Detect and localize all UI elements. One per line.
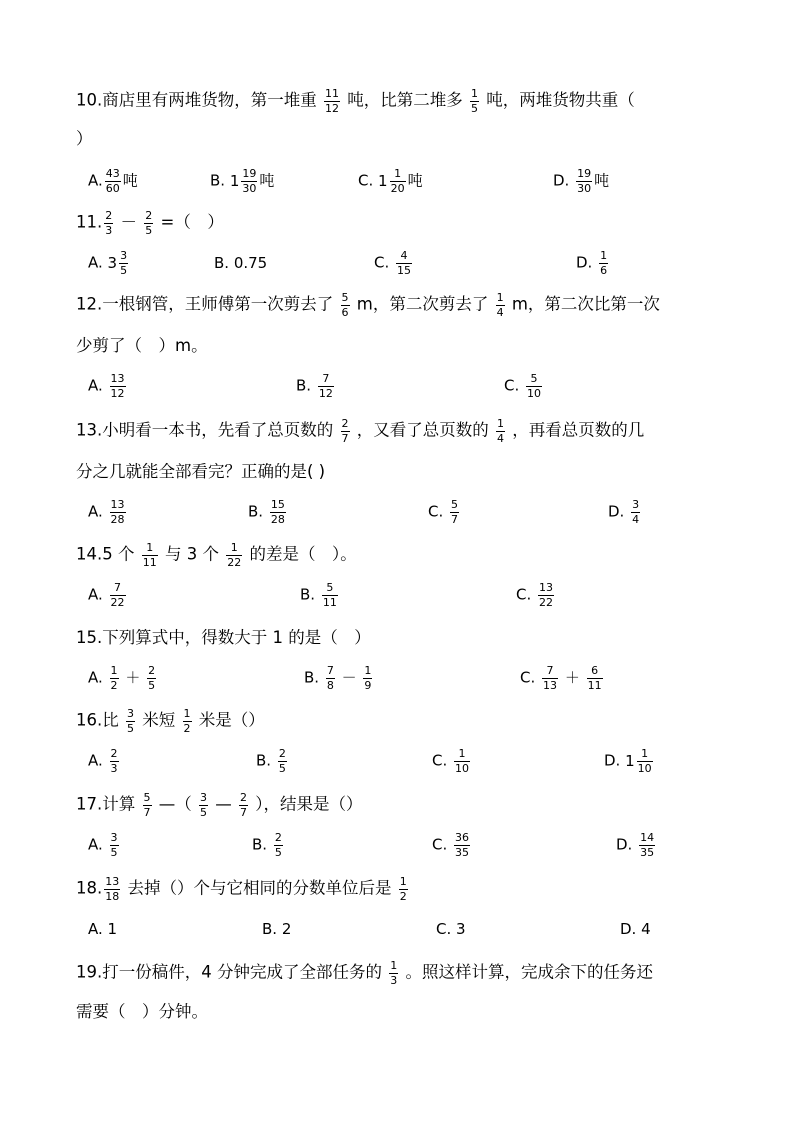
- fraction-numerator: 1: [364, 664, 372, 677]
- question-text: B.: [300, 585, 316, 604]
- fraction: [199, 792, 208, 818]
- question-text: 11.: [76, 212, 103, 232]
- fraction: [110, 832, 119, 858]
- question-text: D.: [576, 253, 593, 272]
- question-text: C.: [428, 502, 444, 521]
- question-text: 14.5 个: [76, 544, 135, 564]
- fraction-denominator: 7: [143, 805, 151, 819]
- question-text: A.: [88, 835, 103, 854]
- fraction-numerator: 2: [105, 209, 113, 222]
- fraction-denominator: 12: [318, 386, 333, 400]
- q17-option-d: [616, 832, 657, 858]
- q15-option-a: [88, 665, 158, 691]
- question-text: C.: [516, 585, 532, 604]
- fraction: [538, 582, 554, 608]
- fraction: [599, 250, 608, 276]
- q10-option-a: [88, 168, 138, 194]
- fraction: [542, 665, 558, 691]
- question-text: －: [341, 668, 357, 687]
- fraction-numerator: 2: [274, 831, 282, 844]
- question-text: 13.小明看一本书，先看了总页数的: [76, 420, 334, 440]
- q12-option-b: [296, 373, 336, 399]
- fraction-numerator: 13: [110, 498, 125, 511]
- fraction-denominator: 2: [110, 678, 118, 692]
- fraction-denominator: 4: [496, 305, 504, 319]
- fraction-denominator: 8: [326, 678, 334, 692]
- fraction-numerator: 1: [637, 748, 653, 762]
- fraction-denominator: 7: [341, 431, 349, 445]
- fraction-denominator: 11: [322, 595, 337, 609]
- question-text: B.: [252, 835, 268, 854]
- q15-option-b: [304, 665, 374, 691]
- fraction: [241, 168, 257, 194]
- question-text: 米是（）: [198, 710, 265, 730]
- fraction-denominator: 10: [527, 386, 542, 400]
- fraction-numerator: 3: [110, 831, 118, 844]
- question-text: B.: [304, 668, 320, 687]
- fraction-denominator: 5: [148, 678, 156, 692]
- question-text: C.: [520, 668, 536, 687]
- question-text: 19.打一份稿件，4 分钟完成了全部任务的: [76, 962, 382, 982]
- mixed-number: [625, 747, 655, 775]
- fraction-numerator: 5: [322, 582, 338, 596]
- q10-option-c: [358, 168, 423, 194]
- question-text: B.: [248, 502, 264, 521]
- q10-fraction-1: [324, 88, 340, 114]
- question-text: 。照这样计算，完成余下的任务还: [405, 962, 653, 982]
- question-text: B.: [296, 376, 312, 395]
- fraction-denominator: 5: [120, 263, 128, 277]
- fraction-numerator: 5: [341, 291, 349, 304]
- question-19-line-2: 需要（ ）分钟。: [76, 1002, 208, 1021]
- fraction-numerator: 3: [200, 791, 207, 804]
- mixed-whole-part: 1: [625, 751, 635, 770]
- fraction: [270, 499, 286, 525]
- q16-option-a: [88, 748, 121, 774]
- question-text: A.: [88, 585, 103, 604]
- question-text: —: [215, 794, 232, 814]
- fraction-numerator: 1: [226, 542, 242, 556]
- q18-option-d: D. 4: [620, 920, 651, 938]
- fraction-denominator: 20: [390, 181, 405, 195]
- fraction: [363, 665, 372, 691]
- q13-option-a: [88, 499, 128, 525]
- fraction-numerator: 13: [105, 875, 120, 888]
- q11-option-b: B. 0.75: [214, 254, 268, 272]
- fraction-denominator: 9: [364, 678, 372, 692]
- fraction-numerator: 2: [341, 417, 349, 430]
- fraction: [104, 210, 113, 236]
- fraction: [110, 748, 119, 774]
- fraction-denominator: 2: [183, 721, 191, 735]
- fraction: [104, 876, 120, 902]
- question-text: 吨: [122, 171, 138, 190]
- question-text: 12.一根钢管，王师傅第一次剪去了: [76, 294, 334, 314]
- fraction-numerator: 7: [326, 664, 334, 677]
- q17-option-c: [432, 832, 472, 858]
- question-text: 吨: [259, 171, 275, 190]
- fraction: [496, 418, 505, 444]
- question-text: －: [120, 212, 137, 232]
- question-19: [76, 960, 754, 986]
- fraction: [450, 499, 459, 525]
- fraction: [587, 665, 603, 691]
- fraction: [326, 665, 335, 691]
- fraction-numerator: 4: [396, 250, 412, 264]
- fraction-denominator: 4: [497, 431, 504, 445]
- fraction-numerator: 19: [577, 167, 592, 180]
- fraction-denominator: 5: [278, 761, 286, 775]
- q12-option-c: [504, 373, 544, 399]
- fraction: [278, 748, 287, 774]
- fraction: [322, 582, 338, 608]
- fraction: [110, 373, 126, 399]
- fraction-numerator: 7: [542, 665, 558, 679]
- fraction-numerator: 13: [110, 372, 125, 385]
- mixed-whole-part: 3: [107, 253, 118, 272]
- fraction: [110, 665, 119, 691]
- fraction: [105, 168, 121, 194]
- fraction-numerator: 1: [183, 707, 191, 720]
- fraction: [226, 542, 242, 568]
- question-text: A.: [88, 502, 103, 521]
- question-10: [76, 88, 754, 114]
- fraction: [526, 373, 542, 399]
- fraction-denominator: 5: [274, 845, 282, 859]
- q10-option-b: [210, 168, 274, 194]
- question-text: 18.: [76, 878, 103, 898]
- fraction: [631, 499, 640, 525]
- fraction-denominator: 35: [640, 845, 655, 859]
- fraction-denominator: 4: [632, 512, 640, 526]
- fraction-numerator: 3: [120, 249, 128, 262]
- fraction-numerator: 1: [497, 417, 504, 430]
- fraction-numerator: 1: [390, 959, 398, 972]
- question-text: 17.计算: [76, 794, 136, 814]
- fraction: [639, 832, 655, 858]
- q14-option-b: [300, 582, 340, 608]
- fraction-numerator: 6: [587, 665, 603, 679]
- fraction-denominator: 10: [637, 761, 652, 775]
- fraction-numerator: 1: [471, 87, 478, 100]
- fraction-denominator: 5: [145, 223, 153, 237]
- question-text: m，第二次比第一次: [511, 294, 660, 314]
- question-text: ），结果是（）: [255, 794, 363, 814]
- fraction-denominator: 22: [110, 595, 125, 609]
- question-13: [76, 418, 754, 444]
- fraction-denominator: 12: [325, 101, 339, 115]
- question-18: [76, 876, 754, 902]
- fraction-denominator: 18: [105, 889, 120, 903]
- q18-option-a: A. 1: [88, 920, 118, 938]
- fraction-numerator: 5: [143, 791, 151, 804]
- fraction-numerator: 2: [148, 664, 156, 677]
- question-text: A.: [88, 751, 103, 770]
- question-text: 吨: [407, 171, 423, 190]
- fraction-denominator: 11: [587, 678, 602, 692]
- q13-option-b: [248, 499, 288, 525]
- fraction-denominator: 12: [110, 386, 125, 400]
- fraction: [274, 832, 283, 858]
- question-text: 米短: [142, 710, 176, 730]
- fraction-denominator: 30: [242, 181, 257, 195]
- question-13-line-2: 分之几就能全部看完？正确的是( ): [76, 462, 326, 481]
- question-text: 16.比: [76, 710, 119, 730]
- question-12: [76, 292, 754, 318]
- fraction-denominator: 11: [142, 555, 157, 569]
- q10-option-d: [553, 168, 609, 194]
- fraction: [399, 876, 408, 902]
- fraction-denominator: 22: [539, 595, 554, 609]
- fraction-denominator: 3: [390, 973, 398, 987]
- fraction-denominator: 28: [270, 512, 285, 526]
- fraction-denominator: 15: [397, 263, 412, 277]
- fraction-numerator: 3: [127, 707, 134, 720]
- fraction-numerator: 2: [110, 747, 118, 760]
- fraction-denominator: 6: [341, 305, 349, 319]
- mixed-whole-part: 1: [229, 171, 240, 190]
- q10-text-3: 吨，两堆货物共重（: [486, 90, 635, 110]
- fraction-numerator: 19: [242, 167, 257, 180]
- fraction: [341, 418, 350, 444]
- fraction-numerator: 1: [110, 664, 118, 677]
- question-text: A.: [88, 376, 103, 395]
- question-11: [76, 210, 754, 236]
- fraction: [110, 582, 126, 608]
- mixed-number: [378, 167, 408, 195]
- mixed-number: [229, 167, 260, 195]
- fraction-denominator: 5: [110, 845, 118, 859]
- fraction-denominator: 6: [600, 263, 608, 277]
- fraction-numerator: 5: [526, 373, 542, 387]
- question-text: A.: [88, 253, 103, 272]
- q11-option-c: [374, 250, 414, 276]
- q11-option-a: [88, 250, 130, 276]
- question-text: D.: [608, 502, 625, 521]
- fraction: [637, 748, 653, 774]
- q18-option-c: C. 3: [436, 920, 466, 938]
- fraction: [126, 708, 135, 734]
- question-text: 与 3 个: [164, 544, 219, 564]
- q10-text-2: 吨，比第二堆多: [347, 90, 463, 110]
- fraction: [341, 292, 350, 318]
- q13-option-c: [428, 499, 461, 525]
- fraction-denominator: 3: [105, 223, 113, 237]
- mixed-whole-part: 1: [378, 171, 388, 190]
- fraction-numerator: 1: [496, 291, 504, 304]
- question-10-line-2: ）: [76, 129, 93, 148]
- fraction: [454, 748, 470, 774]
- fraction-numerator: 1: [142, 542, 158, 556]
- q11-option-d: [576, 250, 610, 276]
- question-15: 15.下列算式中，得数大于 1 的是（ ）: [76, 628, 371, 647]
- fraction-denominator: 35: [455, 845, 470, 859]
- fraction-numerator: 5: [451, 498, 459, 511]
- fraction-denominator: 5: [127, 721, 134, 735]
- fraction-numerator: 2: [240, 791, 247, 804]
- fraction: [142, 542, 158, 568]
- question-text: B.: [256, 751, 272, 770]
- q15-option-c: [520, 665, 605, 691]
- q14-option-c: [516, 582, 556, 608]
- fraction: [390, 168, 406, 194]
- q17-option-b: [252, 832, 285, 858]
- fraction-denominator: 60: [105, 181, 120, 195]
- fraction-numerator: 15: [270, 498, 285, 511]
- fraction: [147, 665, 156, 691]
- q18-option-b: B. 2: [262, 920, 292, 938]
- fraction-numerator: 1: [454, 748, 470, 762]
- question-text: A.: [88, 668, 103, 687]
- question-text: =（ ）: [160, 212, 224, 232]
- fraction-numerator: 43: [105, 167, 120, 180]
- question-14: [76, 542, 754, 568]
- question-text: ＋: [564, 668, 580, 687]
- question-text: B.: [210, 171, 226, 190]
- q12-option-a: [88, 373, 128, 399]
- q10-fraction-2: [470, 88, 479, 114]
- fraction-numerator: 1: [600, 249, 608, 262]
- q16-option-b: [256, 748, 289, 774]
- q13-option-d: [608, 499, 642, 525]
- fraction: [144, 210, 153, 236]
- question-12-line-2: 少剪了（ ）m。: [76, 336, 208, 355]
- fraction-denominator: 28: [110, 512, 125, 526]
- q16-option-d: [604, 748, 655, 774]
- q10-text-1: 10.商店里有两堆货物，第一堆重: [76, 90, 317, 110]
- fraction: [143, 792, 152, 818]
- fraction-numerator: 3: [632, 498, 640, 511]
- fraction-numerator: 2: [278, 747, 286, 760]
- fraction-numerator: 7: [110, 582, 126, 596]
- mixed-number: [107, 249, 131, 277]
- fraction: [396, 250, 412, 276]
- fraction-denominator: 3: [110, 761, 118, 775]
- fraction-denominator: 22: [227, 555, 242, 569]
- fraction-numerator: 14: [640, 831, 655, 844]
- question-text: —（: [158, 794, 192, 814]
- fraction-numerator: 2: [145, 209, 153, 222]
- q14-option-a: [88, 582, 128, 608]
- fraction-numerator: 7: [318, 373, 334, 387]
- fraction-numerator: 1: [399, 875, 407, 888]
- fraction: [119, 250, 128, 276]
- q16-option-c: [432, 748, 472, 774]
- fraction-denominator: 13: [543, 678, 558, 692]
- fraction: [576, 168, 592, 194]
- fraction-denominator: 7: [240, 805, 247, 819]
- fraction-numerator: 13: [539, 581, 554, 594]
- question-text: C.: [504, 376, 520, 395]
- fraction-numerator: 1: [390, 168, 406, 182]
- fraction: [496, 292, 505, 318]
- question-text: 吨: [594, 171, 610, 190]
- fraction-denominator: 10: [455, 761, 470, 775]
- fraction: [239, 792, 248, 818]
- question-text: C.: [358, 171, 374, 190]
- fraction-denominator: 5: [471, 101, 478, 115]
- fraction: [183, 708, 192, 734]
- question-text: D.: [604, 751, 621, 770]
- question-text: ，又看了总页数的: [356, 420, 489, 440]
- question-text: ＋: [125, 668, 141, 687]
- fraction-denominator: 2: [399, 889, 407, 903]
- question-text: C.: [374, 253, 390, 272]
- question-text: C.: [432, 751, 448, 770]
- fraction: [110, 499, 126, 525]
- question-text: m，第二次剪去了: [356, 294, 489, 314]
- question-17: [76, 792, 754, 818]
- q17-option-a: [88, 832, 121, 858]
- question-text: 去掉（）个与它相同的分数单位后是: [127, 878, 392, 898]
- fraction-denominator: 7: [451, 512, 459, 526]
- fraction-numerator: 36: [455, 831, 470, 844]
- question-text: 的差是（ ）。: [249, 544, 357, 564]
- fraction-denominator: 30: [577, 181, 592, 195]
- question-text: C.: [432, 835, 448, 854]
- fraction: [389, 960, 398, 986]
- fraction: [454, 832, 470, 858]
- fraction-denominator: 5: [200, 805, 207, 819]
- question-text: A.: [88, 171, 103, 190]
- question-text: ，再看总页数的几: [512, 420, 645, 440]
- fraction: [318, 373, 334, 399]
- fraction-numerator: 11: [325, 87, 339, 100]
- question-text: D.: [616, 835, 633, 854]
- question-text: D.: [553, 171, 570, 190]
- question-16: [76, 708, 754, 734]
